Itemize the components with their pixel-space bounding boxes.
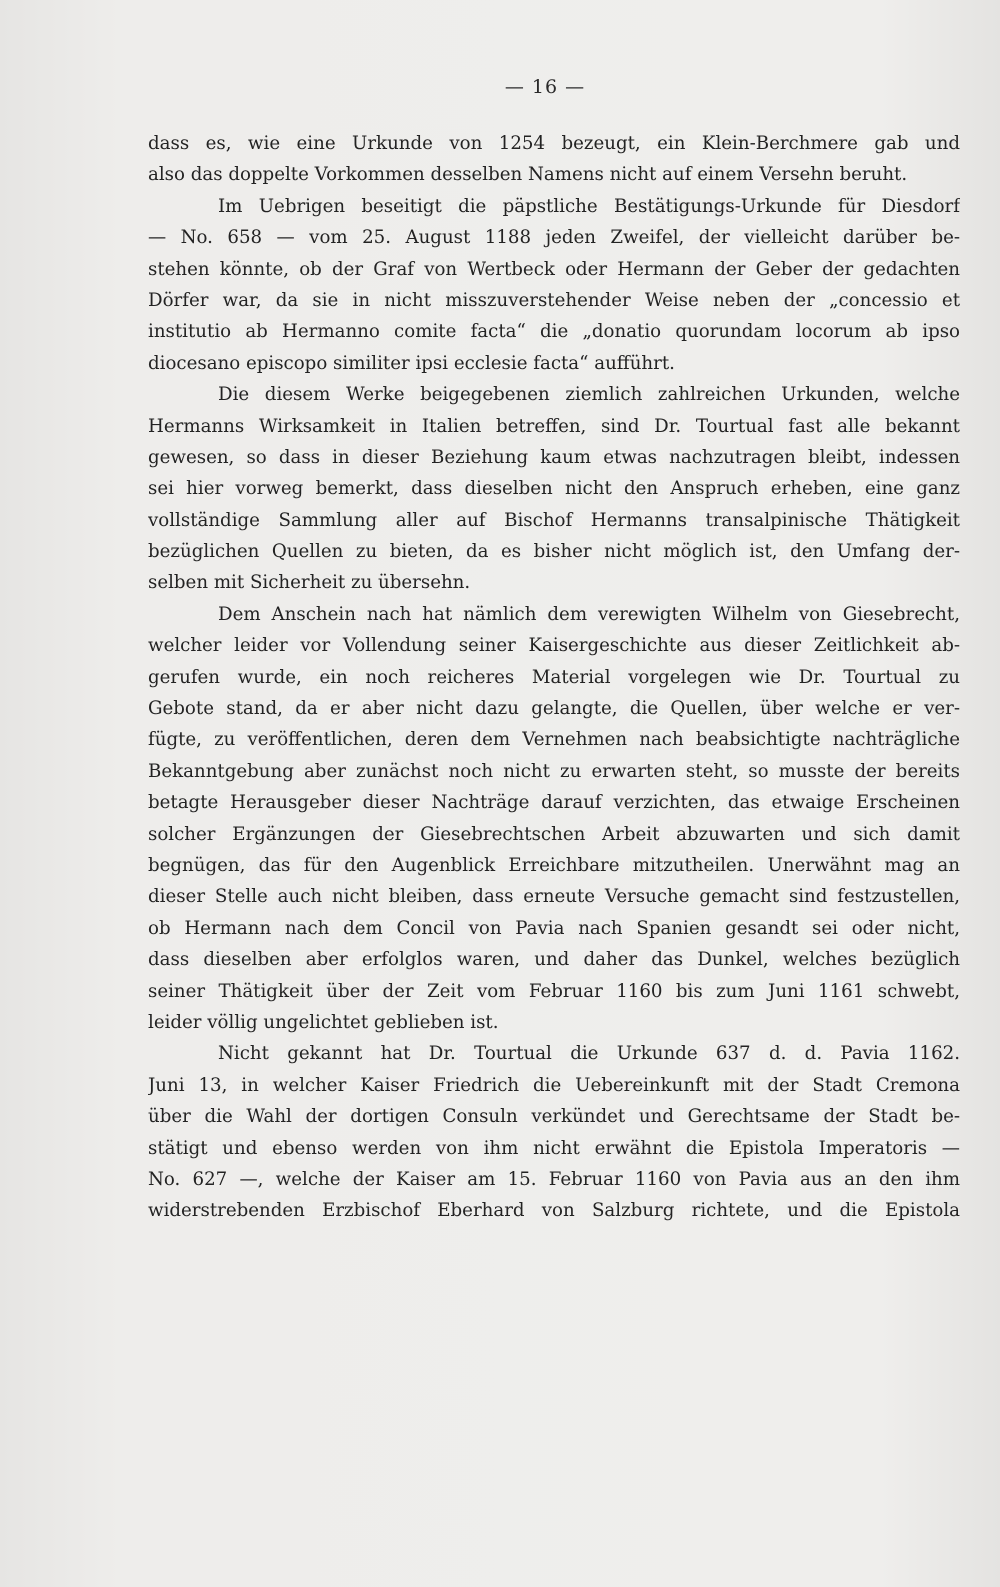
text-line: über die Wahl der dortigen Consuln verkündet und Gerechtsame der Stadt be- xyxy=(148,1106,960,1128)
text-line: begnügen, das für den Augenblick Erreichbare mitzutheilen. Unerwähnt mag an xyxy=(148,854,960,876)
text-line: betagte Herausgeber dieser Nachträge darauf verzichten, das etwaige Erscheinen xyxy=(148,792,960,814)
text-line: ob Hermann nach dem Concil von Pavia nach Spanien gesandt sei oder nicht, xyxy=(148,917,960,939)
text-line: vollständige Sammlung aller auf Bischof Hermanns transalpinische Thätigkeit xyxy=(148,509,960,531)
text-line: widerstrebenden Erzbischof Eberhard von Salzburg richtete, und die Epistola xyxy=(148,1200,960,1222)
text-line: Juni 13, in welcher Kaiser Friedrich die Uebereinkunft mit der Stadt Cremona xyxy=(148,1074,960,1096)
text-line: gerufen wurde, ein noch reicheres Material vorgelegen wie Dr. Tourtual zu xyxy=(148,666,960,688)
text-line: dass es, wie eine Urkunde von 1254 bezeugt, ein Klein-Berchmere gab und xyxy=(148,133,960,154)
text-line: Dem Anschein nach hat nämlich dem verewigten Wilhelm von Giesebrecht, xyxy=(218,603,960,625)
text-line: — No. 658 — vom 25. August 1188 jeden Zweifel, der vielleicht darüber be- xyxy=(148,227,960,249)
text-line: Nicht gekannt hat Dr. Tourtual die Urkunde 637 d. d. Pavia 1162. xyxy=(218,1043,960,1065)
text-line: diocesano episcopo similiter ipsi ecclesie facta“ aufführt. xyxy=(148,352,675,374)
text-line: bezüglichen Quellen zu bieten, da es bisher nicht möglich ist, den Umfang der- xyxy=(148,541,960,563)
text-line: seiner Thätigkeit über der Zeit vom Februar 1160 bis zum Juni 1161 schwebt, xyxy=(148,980,960,1002)
text-line: Die diesem Werke beigegebenen ziemlich zahlreichen Urkunden, welche xyxy=(218,384,960,406)
text-line: dass dieselben aber erfolglos waren, und daher das Dunkel, welches bezüglich xyxy=(148,949,960,971)
text-line: fügte, zu veröffentlichen, deren dem Vernehmen nach beabsichtigte nachträgliche xyxy=(148,729,960,751)
text-line: sei hier vorweg bemerkt, dass dieselben nicht den Anspruch erheben, eine ganz xyxy=(148,478,960,500)
text-line: stehen könnte, ob der Graf von Wertbeck oder Hermann der Geber der gedachten xyxy=(148,258,960,280)
text-line: stätigt und ebenso werden von ihm nicht erwähnt die Epistola Imperatoris — xyxy=(148,1137,960,1159)
body-text xyxy=(148,128,960,1227)
text-line: gewesen, so dass in dieser Beziehung kaum etwas nachzutragen bleibt, indessen xyxy=(148,446,960,468)
text-line: dieser Stelle auch nicht bleiben, dass erneute Versuche gemacht sind festzustellen, xyxy=(148,886,960,908)
text-line: Dörfer war, da sie in nicht misszuverstehender Weise neben der „concessio et xyxy=(148,289,960,311)
text-line: welcher leider vor Vollendung seiner Kaisergeschichte aus dieser Zeitlichkeit ab- xyxy=(148,635,960,657)
text-line: Gebote stand, da er aber nicht dazu gelangte, die Quellen, über welche er ver- xyxy=(148,698,960,720)
text-line: No. 627 —, welche der Kaiser am 15. Februar 1160 von Pavia aus an den ihm xyxy=(148,1168,960,1190)
text-line: Hermanns Wirksamkeit in Italien betreffen, sind Dr. Tourtual fast alle bekannt xyxy=(148,415,960,437)
text-line: solcher Ergänzungen der Giesebrechtschen Arbeit abzuwarten und sich damit xyxy=(148,823,960,845)
text-line: selben mit Sicherheit zu übersehn. xyxy=(148,572,471,594)
text-line: institutio ab Hermanno comite facta“ die „donatio quorundam locorum ab ipso xyxy=(148,321,960,343)
text-line: leider völlig ungelichtet geblieben ist. xyxy=(148,1011,499,1033)
text-line: Im Uebrigen beseitigt die päpstliche Bestätigungs-Urkunde für Diesdorf xyxy=(218,195,960,217)
page-number: — 16 — xyxy=(504,76,586,98)
text-line: also das doppelte Vorkommen desselben Namens nicht auf einem Versehn beruht. xyxy=(148,164,908,186)
text-line: Bekanntgebung aber zunächst noch nicht zu erwarten steht, so musste der bereits xyxy=(148,760,960,782)
